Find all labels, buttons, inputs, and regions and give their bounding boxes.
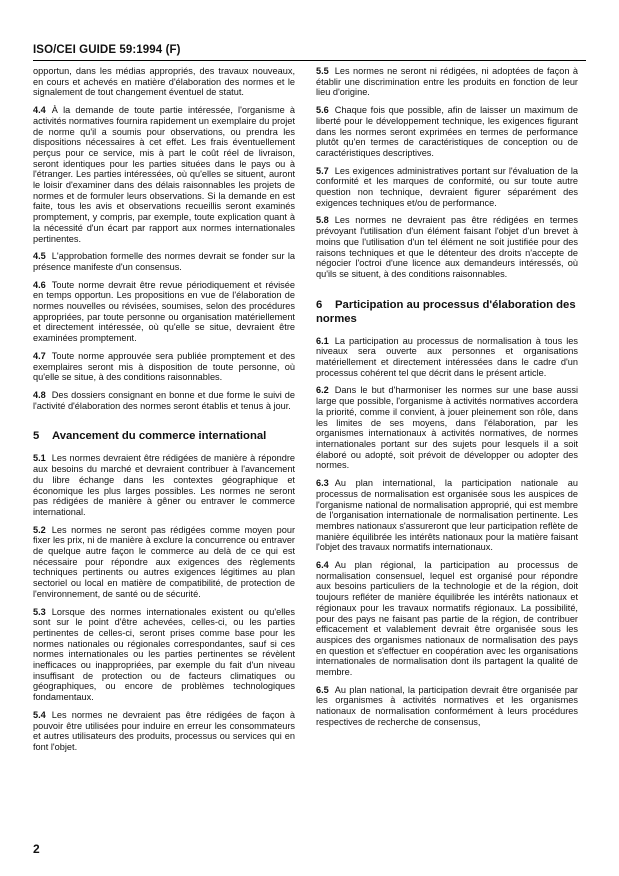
clause-paragraph	[33, 251, 295, 272]
clause-paragraph	[316, 685, 578, 728]
clause-text: Au plan régional, la participation au processus de normalisation consensuel, lequel est organisé pour répondre aux besoins particuliers de la technologie et de la région, doit toujours refléter de manière équilibrée les intérêts nationaux et régionaux pour les travaux normatifs régionaux. La possibilité, pour des pays ne faisant pas partie de la région, de contribuer efficacement et valablement devrait être organisée sous les auspices des organismes nationaux de normalisation des pays en question et s'effectuer en coopération avec les organisations internationales de normalisation dont ils partagent la qualité de membre.	[316, 560, 578, 678]
clause-number: 5.6	[316, 105, 329, 116]
clause-text: Les normes ne devraient pas être rédigées en termes prévoyant l'utilisation d'un élément faisant l'objet d'un brevet à moins que l'utilisation d'un tel élément ne soit justifiée pour des raisons techniques et que le détenteur des droits n'accepte de négocier l'octroi d'une licence aux demandeurs intéressés, où qu'ils se situent, à des conditions raisonnables.	[316, 215, 578, 279]
clause-paragraph	[316, 560, 578, 678]
page-number: 2	[33, 842, 40, 856]
clause-paragraph	[33, 280, 295, 344]
clause-paragraph	[33, 525, 295, 600]
clause-text: Des dossiers consignant en bonne et due forme le suivi de l'activité d'élaboration des normes seront établis et tenus à jour.	[33, 389, 295, 411]
clause-number: 4.7	[33, 350, 46, 361]
running-head: ISO/CEI GUIDE 59:1994 (F)	[33, 44, 181, 56]
clause-number: 4.4	[33, 105, 46, 116]
clause-text: Les exigences administratives portant sur l'évaluation de la conformité et les marques de conformité, ou sur toute autre question non technique, devraient figurer séparément des exigences techniques et/ou de performance.	[316, 165, 578, 208]
clause-text: Lorsque des normes internationales existent ou qu'elles sont sur le point d'être achevées, celles-ci, ou les parties pertinentes de celles-ci, seront prises comme base pour les normes nationales ou régionales correspondantes, sauf si ces normes internationales ou les parties pertinentes se révèlent inefficaces ou inappropriées, par exemple du fait d'un niveau insuffisant de protection ou de facteurs climatiques ou géographiques, ou encore de problèmes technologiques fondamentaux.	[33, 606, 295, 703]
clause-paragraph	[33, 105, 295, 244]
clause-text: opportun, dans les médias appropriés, des travaux nouveaux, en cours et achevés en matière d'élaboration des normes et le signalement de tout changement éventuel de statut.	[33, 66, 295, 98]
clause-text: La participation au processus de normalisation à tous les niveaux sera ouverte aux personnes et organisations matériellement et directement intéressées dans le cadre d'un processus cohérent tel que décrit dans le présent article.	[316, 335, 578, 378]
clause-number: 5.3	[33, 606, 46, 617]
clause-number: 5.1	[33, 453, 46, 464]
clause-number: 5.2	[33, 524, 46, 535]
clause-text: Dans le but d'harmoniser les normes sur une base aussi large que possible, l'organisme à activités normatives accordera la priorité, comme il convient, à jouer pleinement son rôle, dans les limites de ses moyens, dans l'élaboration, par les organismes internationaux à activités normatives, de normes internationales portant sur des sujets pour lesquels il a soit élaboré ou adopté, soit prévoit de développer ou adopter des normes.	[316, 385, 578, 471]
right-column	[316, 66, 578, 735]
clause-text: À la demande de toute partie intéressée, l'organisme à activités normatives fournira rapidement un exemplaire du projet de norme qu'il a soumis pour observations, ou prendra les dispositions nécessaires à cet effet. Les frais éventuellement perçus pour ce service, mis à part le coût réel de livraison, seront identiques pour les parties situées dans le pays ou à l'étranger. Les parties intéressées, où qu'elles se situent, auront le loisir d'examiner dans des délais raisonnables les projets de normes et de formuler leurs observations. Si la demande en est faite, tous les avis et observations recueillis seront examinés promptement, y compris, par exemple, toute explication quant à la nécessité d'un écart par rapport aux normes internationales pertinentes.	[33, 105, 295, 244]
clause-text: Les normes devraient être rédigées de manière à répondre aux besoins du marché et devraient contribuer à l'avancement du libre échange dans les contextes géographique et économique les plus larges possibles. Les normes ne seront pas rédigées de manière à gêner ou entraver le commerce international.	[33, 453, 295, 517]
clause-text: Au plan national, la participation devrait être organisée par les organismes à activités normatives et les organismes nationaux de normalisation conformément à leurs procédures respectives de recherche de consensus,	[316, 684, 578, 727]
clause-text: Les normes ne seront ni rédigées, ni adoptées de façon à établir une discrimination entre les produits en fonction de leur lieu d'origine.	[316, 66, 578, 98]
section-number: 6	[316, 298, 323, 311]
clause-number: 6.3	[316, 478, 329, 489]
section-title: Participation au processus d'élaboration des normes	[316, 298, 576, 325]
clause-number: 4.8	[33, 389, 46, 400]
clause-paragraph	[316, 385, 578, 471]
clause-paragraph	[33, 453, 295, 517]
clause-text: Chaque fois que possible, afin de laisser un maximum de liberté pour le développement technique, les exigences figurant dans les normes seront exprimées en termes de performance plutôt qu'en termes de caractéristiques de conception ou de caractéristiques descriptives.	[316, 105, 578, 158]
clause-number: 5.8	[316, 215, 329, 226]
clause-number: 5.4	[33, 709, 46, 720]
clause-number: 4.6	[33, 279, 46, 290]
clause-number: 6.4	[316, 560, 329, 571]
clause-number: 4.5	[33, 251, 46, 262]
clause-paragraph	[33, 710, 295, 753]
section-heading	[33, 429, 295, 443]
clause-paragraph	[33, 607, 295, 703]
clause-paragraph	[316, 105, 578, 159]
clause-paragraph	[316, 478, 578, 553]
clause-paragraph	[316, 215, 578, 279]
clause-text: Au plan international, la participation nationale au processus de normalisation est organisée sous les auspices de l'organisme national de normalisation approprié, qui est membre de l'organisation internationale de normalisation pertinente. Les membres nationaux s'assureront que leur participation reflète de manière équilibrée les intérêts nationaux pour la matière faisant l'objet des travaux normatifs internationaux.	[316, 478, 578, 553]
clause-number: 5.5	[316, 66, 329, 76]
clause-text: Les normes ne seront pas rédigées comme moyen pour fixer les prix, ni de manière à exclure la concurrence ou entraver de quelque autre façon le commerce au delà de ce qui est nécessaire pour répondre aux exigences des règlements techniques pertinents ou autres exigences légitimes au plan sectoriel ou local en matière de compatibilité, de protection de l'environnement, de santé ou de sécurité.	[33, 524, 295, 599]
clause-number: 6.1	[316, 335, 329, 346]
clause-text: Les normes ne devraient pas être rédigées de façon à pouvoir être utilisées pour induire en erreur les consommateurs et autres utilisateurs des produits, processus ou services qui en font l'objet.	[33, 709, 295, 752]
clause-paragraph	[316, 336, 578, 379]
clause-text: Toute norme devrait être revue périodiquement et révisée en temps opportun. Les propositions en vue de l'élaboration de normes nouvelles ou révisées, soumises, selon des procédures appropriées, par toute personne ou organisation matériellement et directement intéressée, où qu'elle se situe, devraient être examinées promptement.	[33, 279, 295, 344]
clause-paragraph	[316, 166, 578, 209]
clause-paragraph	[33, 390, 295, 411]
clause-number: 5.7	[316, 165, 329, 176]
section-number: 5	[33, 430, 40, 443]
section-title: Avancement du commerce international	[52, 430, 267, 443]
clause-paragraph	[33, 351, 295, 383]
left-column	[33, 66, 295, 760]
clause-text: Toute norme approuvée sera publiée promptement et des exemplaires seront mis à disposition de toute personne, où qu'elle se situe, à des conditions raisonnables.	[33, 350, 295, 383]
clause-number: 6.5	[316, 684, 329, 695]
header-rule	[33, 60, 586, 61]
clause-paragraph	[33, 66, 295, 98]
clause-paragraph	[316, 66, 578, 98]
clause-text: L'approbation formelle des normes devrait se fonder sur la présence manifeste d'un consensus.	[33, 251, 295, 272]
section-heading	[316, 298, 578, 326]
clause-number: 6.2	[316, 385, 329, 396]
